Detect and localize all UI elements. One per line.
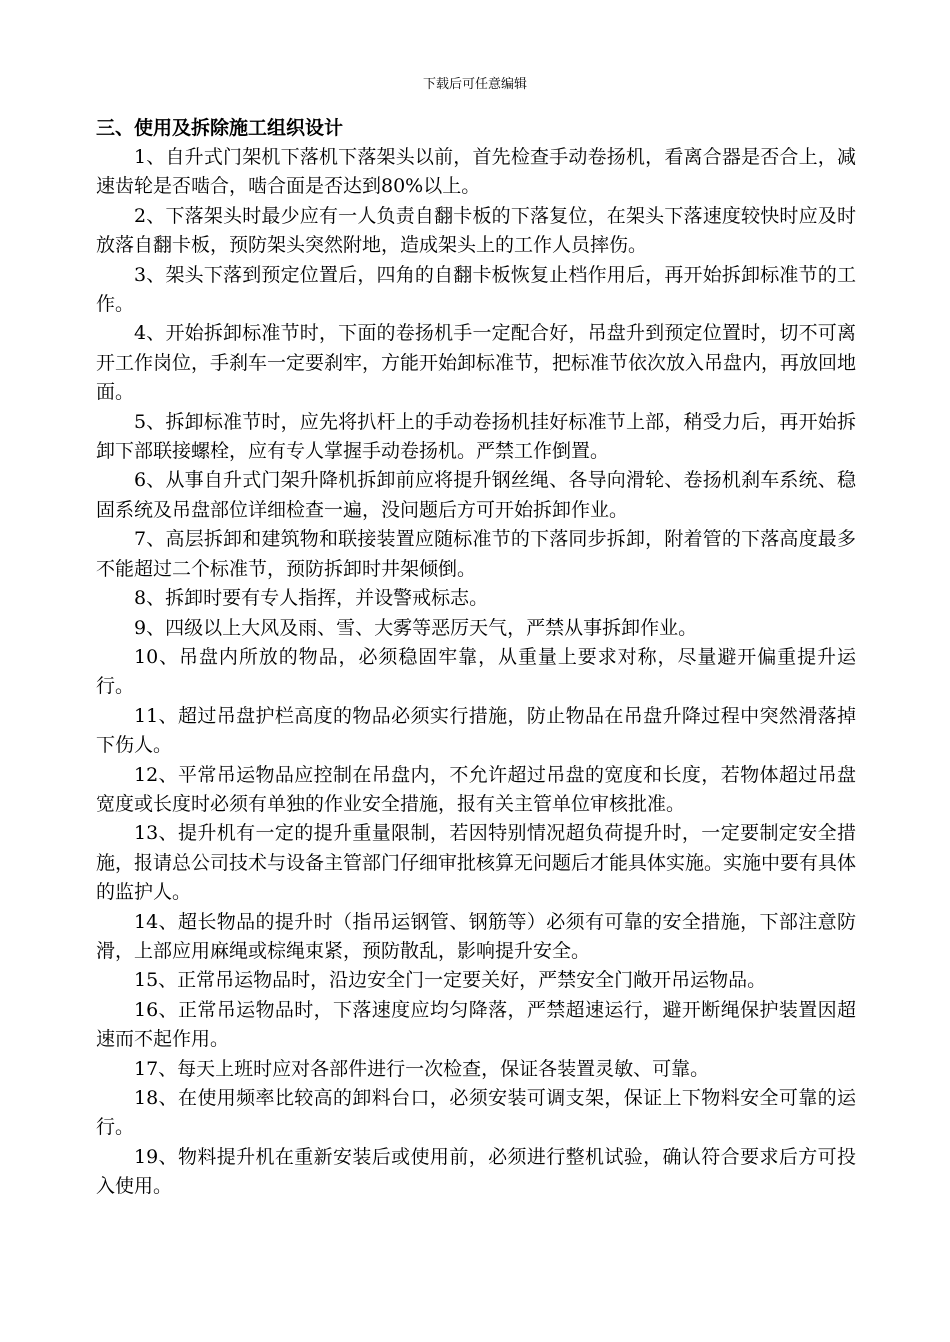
- document-body: [96, 114, 856, 1202]
- paragraph-6: 6、从事自升式门架升降机拆卸前应将提升钢丝绳、各导向滑轮、卷扬机刹车系统、稳固系统及吊盘部位详细检查一遍，没问题后方可开始拆卸作业。: [96, 469, 856, 521]
- paragraph-19: 19、物料提升机在重新安装后或使用前，必须进行整机试验，确认符合要求后方可投入使用。: [96, 1145, 856, 1198]
- paragraph-12: 12、平常吊运物品应控制在吊盘内，不允许超过吊盘的宽度和长度，若物体超过吊盘宽度或长度时必须有单独的作业安全措施，报有关主管单位审核批准。: [96, 763, 856, 815]
- section-title: 三、使用及拆除施工组织设计: [96, 117, 344, 139]
- paragraph-3: 3、架头下落到预定位置后，四角的自翻卡板恢复止档作用后，再开始拆卸标准节的工作。: [96, 263, 856, 316]
- paragraph-15: 15、正常吊运物品时，沿边安全门一定要关好，严禁安全门敞开吊运物品。: [134, 969, 767, 992]
- paragraph-11: 11、超过吊盘护栏高度的物品必须实行措施，防止物品在吊盘升降过程中突然滑落掉下伤人。: [96, 704, 856, 757]
- paragraph-9: 9、四级以上大风及雨、雪、大雾等恶厉天气，严禁从事拆卸作业。: [134, 616, 698, 639]
- paragraph-2: 2、下落架头时最少应有一人负责自翻卡板的下落复位，在架头下落速度较快时应及时放落自翻卡板，预防架头突然附地，造成架头上的工作人员摔伤。: [96, 204, 856, 257]
- paragraph-7: 7、高层拆卸和建筑物和联接装置应随标准节的下落同步拆卸，附着管的下落高度最多不能超过二个标准节，预防拆卸时井架倾倒。: [96, 528, 856, 580]
- paragraph-16: 16、正常吊运物品时，下落速度应均匀降落，严禁超速运行，避开断绳保护装置因超速而不起作用。: [96, 998, 856, 1051]
- paragraph-5: 5、拆卸标准节时，应先将扒杆上的手动卷扬机挂好标准节上部，稍受力后，再开始拆卸下部联接螺栓，应有专人掌握手动卷扬机。严禁工作倒置。: [96, 410, 856, 463]
- header-note: 下载后可任意编辑: [422, 77, 527, 92]
- paragraph-10: 10、吊盘内所放的物品，必须稳固牢靠，从重量上要求对称，尽量避开偏重提升运行。: [96, 645, 856, 698]
- paragraph-13: 13、提升机有一定的提升重量限制，若因特别情况超负荷提升时，一定要制定安全措施，报请总公司技术与设备主管部门仔细审批核算无问题后才能具体实施。实施中要有具体的监护人。: [96, 822, 857, 904]
- paragraph-1: 1、自升式门架机下落机下落架头以前，首先检查手动卷扬机，看离合器是否合上，减速齿轮是否啮合，啮合面是否达到80%以上。: [96, 146, 856, 198]
- paragraph-14: 14、超长物品的提升时（指吊运钢管、钢筋等）必须有可靠的安全措施，下部注意防滑，上部应用麻绳或棕绳束紧，预防散乱，影响提升安全。: [96, 910, 856, 962]
- paragraph-8: 8、拆卸时要有专人指挥，并设警戒标志。: [134, 587, 489, 610]
- paragraph-18: 18、在使用频率比较高的卸料台口，必须安装可调支架，保证上下物料安全可靠的运行。: [96, 1087, 856, 1139]
- paragraph-17: 17、每天上班时应对各部件进行一次检查，保证各装置灵敏、可靠。: [134, 1057, 710, 1080]
- paragraph-4: 4、开始拆卸标准节时，下面的卷扬机手一定配合好，吊盘升到预定位置时，切不可离开工作岗位，手刹车一定要刹牢，方能开始卸标准节，把标准节依次放入吊盘内，再放回地面。: [96, 322, 857, 404]
